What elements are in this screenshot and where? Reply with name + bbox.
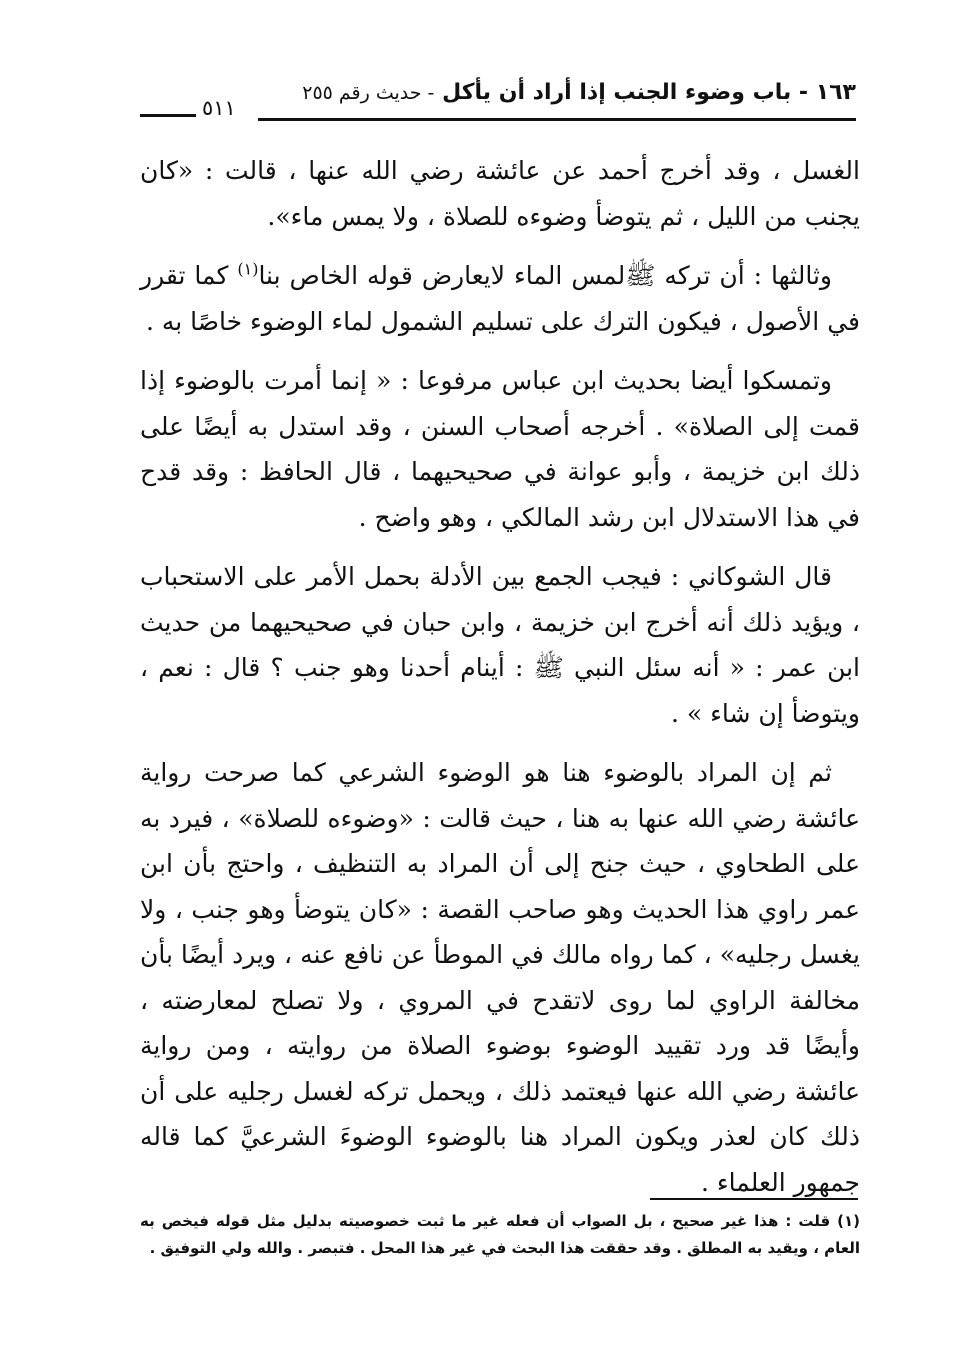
main-text	[140, 148, 860, 1219]
footnote-reference: (١)	[237, 259, 259, 279]
chapter-title	[302, 80, 856, 105]
paragraph-2-start: وثالثها : أن تركه ﷺلمس الماء لايعارض قوله الخاص بنا	[258, 261, 832, 290]
paragraph-5: ثم إن المراد بالوضوء هنا هو الوضوء الشرعي كما صرحت رواية عائشة رضي الله عنها به هنا ، حيث قالت : «وضوءه للصلاة» ، فيرد به على الطحاوي ، حيث جنح إلى أن المراد به التنظيف ، واحتج بأن ابن عمر راوي هذا الحديث وهو صاحب القصة : «كان يتوضأ وهو جنب ، ولا يغسل رجليه» ، كما رواه مالك في الموطأ عن نافع عنه ، ويرد أيضًا بأن مخالفة الراوي لما روى لاتقدح في المروي ، ولا تصلح لمعارضته ، وأيضًا قد ورد تقييد الوضوء بوضوء الصلاة من روايته ، ومن رواية عائشة رضي الله عنها فيعتمد ذلك ، ويحمل تركه لغسل رجليه على أن ذلك كان لعذر ويكون المراد هنا بالوضوء الوضوءَ الشرعيَّ كما قاله جمهور العلماء .	[140, 758, 860, 1197]
page-header	[140, 78, 856, 118]
paragraph-1: الغسل ، وقد أخرج أحمد عن عائشة رضي الله عنها ، قالت : «كان يجنب من الليل ، ثم يتوضأ وضوءه للصلاة ، ولا يمس ماء».	[140, 156, 860, 231]
paragraph-2-end: كما تقرر في الأصول ، فيكون الترك على تسليم الشمول لماء الوضوء خاصًا به .	[140, 261, 860, 336]
chapter-heading: ١٦٣ - باب وضوء الجنب إذا أراد أن يأكل	[442, 80, 856, 105]
hadith-number: - حديث رقم ٢٥٥	[302, 82, 435, 104]
paragraph-3: وتمسكوا أيضا بحديث ابن عباس مرفوعا : « إنما أمرت بالوضوء إذا قمت إلى الصلاة» . أخرجه أصحاب السنن ، وقد استدل به أيضًا على ذلك ابن خزيمة ، وأبو عوانة في صحيحيهما ، قال الحافظ : وقد قدح في هذا الاستدلال ابن رشد المالكي ، وهو واضح .	[140, 366, 860, 532]
header-rule	[258, 118, 856, 121]
paragraph-4: قال الشوكاني : فيجب الجمع بين الأدلة بحمل الأمر على الاستحباب ، ويؤيد ذلك أنه أخرج ابن خزيمة ، وابن حبان في صحيحيهما من حديث ابن عمر : « أنه سئل النبي ﷺ : أينام أحدنا وهو جنب ؟ قال : نعم ، ويتوضأ إن شاء » .	[140, 562, 860, 728]
footnote-1: (١) قلت : هذا غير صحيح ، بل الصواب أن فعله غير ما ثبت خصوصيته بدليل مثل قوله فيخص به العام ، ويقيد به المطلق . وقد حققت هذا البحث في غير هذا المحل . فتبصر . والله ولي التوفيق .	[140, 1212, 860, 1257]
footnotes	[140, 1208, 860, 1262]
paragraph-2	[140, 253, 860, 344]
page-number-dash	[140, 114, 196, 117]
footnote-separator	[650, 1198, 858, 1200]
page-number: ٥١١	[202, 96, 236, 120]
